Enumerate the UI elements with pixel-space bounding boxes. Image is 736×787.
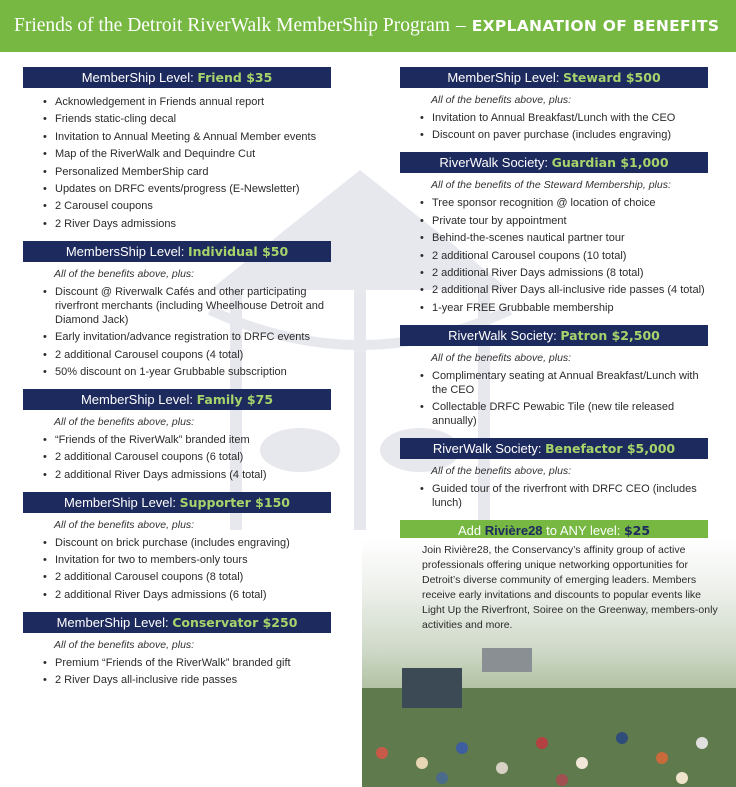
section-label: MemberShip Level: <box>447 70 563 85</box>
section-individual <box>23 241 331 379</box>
benefit-item: • Map of the RiverWalk and Dequindre Cut <box>43 147 331 161</box>
section-amount: Patron $2,500 <box>560 327 660 343</box>
benefit-item: • Acknowledgement in Friends annual report <box>43 95 331 109</box>
benefit-item: • Personalized MemberShip card <box>43 165 331 179</box>
benefit-list <box>23 536 331 602</box>
benefit-item: • Updates on DRFC events/progress (E-Newsletter) <box>43 182 331 196</box>
benefit-item: • Invitation for two to members-only tours <box>43 553 331 567</box>
section-benefactor <box>400 438 708 510</box>
benefit-item: • Collectable DRFC Pewabic Tile (new tile released annually) <box>420 400 708 428</box>
benefit-item: • Premium “Friends of the RiverWalk” branded gift <box>43 656 331 670</box>
riviere-prefix: Add <box>457 523 485 539</box>
section-intro: All of the benefits above, plus: <box>431 351 572 364</box>
benefit-item: • 2 additional River Days all-inclusive ride passes (4 total) <box>420 283 708 297</box>
section-conservator <box>23 612 331 687</box>
page-subtitle: EXPLANATION OF BENEFITS <box>471 17 720 35</box>
benefit-item: • Discount on brick purchase (includes engraving) <box>43 536 331 550</box>
section-label: MemberShip Level: <box>81 70 198 85</box>
benefit-list <box>23 433 331 482</box>
benefit-list <box>400 111 708 142</box>
benefit-item: • Friends static-cling decal <box>43 112 331 126</box>
section-intro: All of the benefits above, plus: <box>431 94 572 106</box>
benefit-item: • 2 additional River Days admissions (4 total) <box>43 468 331 482</box>
benefit-item: • 2 additional Carousel coupons (8 total) <box>43 570 331 584</box>
benefit-item: • Guided tour of the riverfront with DRFC CEO (includes lunch) <box>420 482 708 510</box>
benefit-item: • Complimentary seating at Annual Breakfast/Lunch with the CEO <box>420 369 708 397</box>
benefit-item: • 2 additional Carousel coupons (10 total) <box>420 249 708 263</box>
benefit-list <box>23 95 331 231</box>
page-banner <box>0 0 736 52</box>
benefit-item: • 2 additional River Days admissions (6 total) <box>43 588 331 602</box>
benefit-list <box>400 369 708 428</box>
right-column <box>400 67 708 541</box>
section-amount: Conservator $250 <box>172 614 298 630</box>
benefit-item: • Behind-the-scenes nautical partner tour <box>420 231 708 245</box>
section-label: MemberShip Level: <box>64 494 180 510</box>
section-label: MemberShip Level: <box>56 614 173 630</box>
benefit-item: • 50% discount on 1-year Grubbable subscription <box>43 365 331 379</box>
section-supporter <box>23 492 331 602</box>
benefit-item: • Private tour by appointment <box>420 214 708 228</box>
benefit-item: • Discount @ Riverwalk Cafés and other participating riverfront merchants (including Wheelhouse Detroit and Diamond Jack) <box>43 285 331 327</box>
benefit-item: • Invitation to Annual Meeting & Annual Member events <box>43 130 331 144</box>
benefit-item: • 2 River Days all-inclusive ride passes <box>43 673 331 687</box>
section-amount: Guardian $1,000 <box>551 155 669 171</box>
section-header-conservator <box>23 612 331 633</box>
benefit-list <box>23 656 331 687</box>
title-separator: – <box>456 15 466 36</box>
page-title: Friends of the Detroit RiverWalk MemberShip Program <box>14 15 451 36</box>
section-header-family <box>23 389 331 410</box>
benefit-list <box>400 196 708 314</box>
section-amount: Supporter $150 <box>179 494 290 510</box>
riviere-name: Rivière28 <box>484 523 543 539</box>
benefit-item: • 1-year FREE Grubbable membership <box>420 301 708 315</box>
section-header-patron <box>400 325 708 346</box>
section-patron <box>400 325 708 428</box>
section-intro: All of the benefits above, plus: <box>431 465 572 478</box>
section-guardian <box>400 152 708 314</box>
section-header-friend <box>23 67 331 88</box>
benefit-item: • 2 River Days admissions <box>43 217 331 231</box>
riviere-description: Join Rivière28, the Conservancy’s affinity group of active professionals offering unique networking opportunities for Detroit’s diverse community of emerging leaders. Members receive early invitations and discounts to popular events like Light Up the Riverfront, Soiree on the Greenway, members-only activities and more. <box>422 544 718 631</box>
section-steward <box>400 67 708 142</box>
benefit-item: • 2 Carousel coupons <box>43 199 331 213</box>
section-amount: Steward $500 <box>562 70 661 85</box>
section-label: RiverWalk Society: <box>432 441 546 457</box>
section-intro: All of the benefits of the Steward Membership, plus: <box>431 179 671 192</box>
benefit-list <box>400 482 708 510</box>
benefit-item: • Early invitation/advance registration to DRFC events <box>43 330 331 344</box>
section-label: RiverWalk Society: <box>448 327 561 343</box>
section-amount: Family $75 <box>196 391 274 407</box>
riviere-amount: $25 <box>623 523 651 539</box>
section-header-benefactor <box>400 438 708 459</box>
section-intro: All of the benefits above, plus: <box>54 638 195 651</box>
section-amount: Friend $35 <box>197 70 273 85</box>
section-friend <box>23 67 331 231</box>
section-intro: All of the benefits above, plus: <box>54 267 195 280</box>
section-header-supporter <box>23 492 331 513</box>
benefit-item: • “Friends of the RiverWalk” branded item <box>43 433 331 447</box>
section-intro: All of the benefits above, plus: <box>54 415 195 428</box>
section-intro: All of the benefits above, plus: <box>54 518 195 531</box>
benefit-item: • Tree sponsor recognition @ location of choice <box>420 196 708 210</box>
benefit-item: • 2 additional Carousel coupons (4 total) <box>43 348 331 362</box>
section-header-steward <box>400 67 708 88</box>
benefit-item: • Discount on paver purchase (includes engraving) <box>420 128 708 142</box>
benefit-item: • Invitation to Annual Breakfast/Lunch with the CEO <box>420 111 708 125</box>
section-label: RiverWalk Society: <box>439 155 552 171</box>
benefit-item: • 2 additional Carousel coupons (6 total) <box>43 450 331 464</box>
left-column <box>23 67 331 697</box>
benefit-item: • 2 additional River Days admissions (8 total) <box>420 266 708 280</box>
section-amount: Benefactor $5,000 <box>545 441 676 457</box>
section-amount: Individual $50 <box>187 243 289 259</box>
section-family <box>23 389 331 482</box>
section-header-guardian <box>400 152 708 173</box>
section-label: MembersShip Level: <box>65 243 188 259</box>
section-header-individual <box>23 241 331 262</box>
section-label: MemberShip Level: <box>80 391 197 407</box>
riviere-middle: to ANY level: <box>542 523 624 539</box>
benefit-list <box>23 285 331 379</box>
